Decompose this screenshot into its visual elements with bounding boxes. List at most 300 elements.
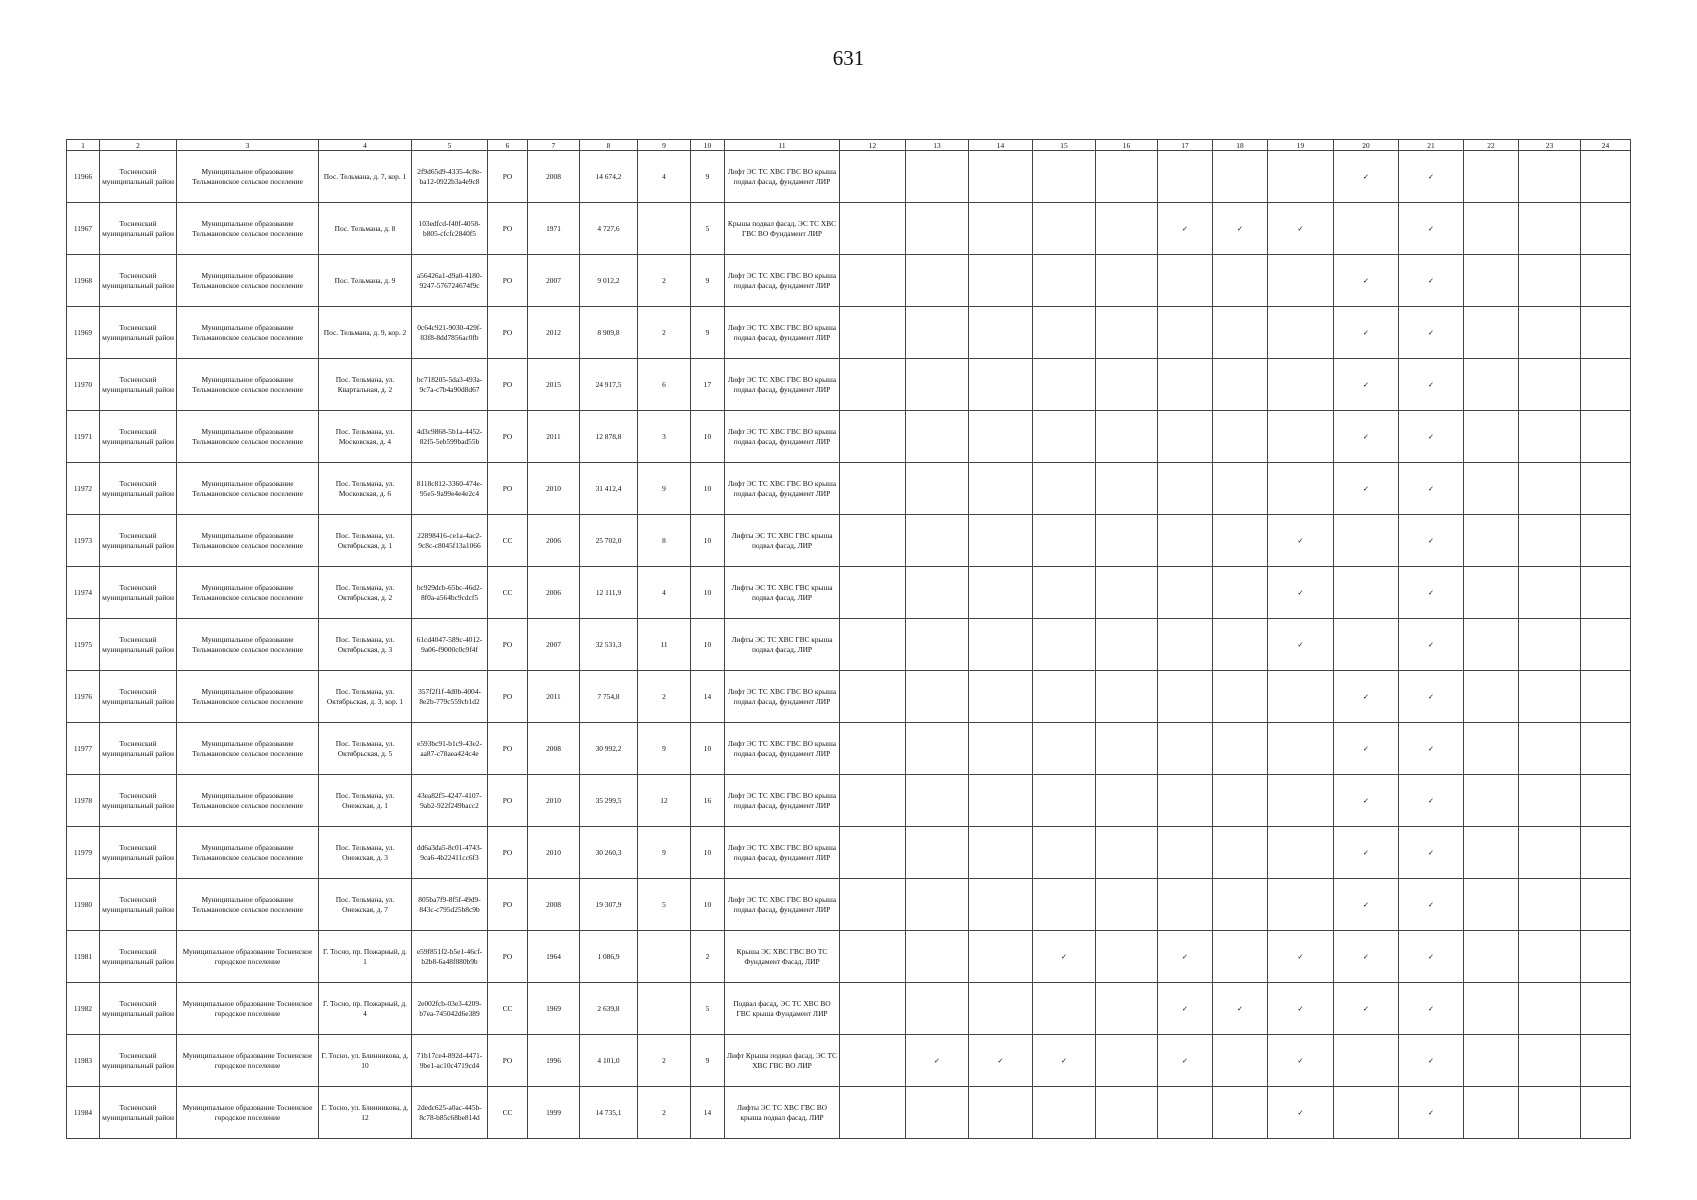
area-cell: 31 412,4 (580, 463, 638, 515)
empty-cell (1033, 1087, 1096, 1139)
empty-cell (1519, 671, 1581, 723)
ownership-cell: РО (488, 619, 528, 671)
ownership-cell: РО (488, 359, 528, 411)
guid-cell: 61cd4047-589c-4012-9a06-f9000c0c9f4f (412, 619, 488, 671)
empty-cell (1213, 307, 1268, 359)
column-number: 8 (580, 140, 638, 151)
works-list-cell: Лифт ЭС ТС ХВС ГВС ВО крыша подвал фасад, фундамент ЛИР (725, 827, 840, 879)
empty-cell (1268, 359, 1334, 411)
column-number: 9 (638, 140, 691, 151)
empty-cell (1581, 203, 1631, 255)
ownership-cell: РО (488, 411, 528, 463)
empty-cell (1581, 359, 1631, 411)
ownership-cell: РО (488, 255, 528, 307)
address-cell: Пос. Тельмана, ул. Квартальная, д. 2 (319, 359, 412, 411)
works-list-cell: Лифты ЭС ТС ХВС ГВС ВО крыша подвал фасад, ЛИР (725, 1087, 840, 1139)
address-cell: Пос. Тельмана, ул. Онежская, д. 1 (319, 775, 412, 827)
check-mark-icon: ✓ (1268, 619, 1334, 671)
table-row (67, 515, 1631, 567)
ownership-cell: СС (488, 567, 528, 619)
area-cell: 12 878,8 (580, 411, 638, 463)
empty-cell (1519, 359, 1581, 411)
check-mark-icon: ✓ (906, 1035, 969, 1087)
works-list-cell: Лифты ЭС ТС ХВС ГВС крыша подвал фасад, ЛИР (725, 567, 840, 619)
empty-cell (1464, 411, 1519, 463)
municipality-cell: Муниципальное образование Тельмановское сельское поселение (177, 619, 319, 671)
area-cell: 14 674,2 (580, 151, 638, 203)
empty-cell (1464, 619, 1519, 671)
year-cell: 2008 (528, 879, 580, 931)
area-cell: 19 307,9 (580, 879, 638, 931)
ownership-cell: РО (488, 671, 528, 723)
column-10-cell: 10 (691, 463, 725, 515)
empty-cell (1096, 203, 1158, 255)
empty-cell (1464, 879, 1519, 931)
year-cell: 2011 (528, 671, 580, 723)
empty-cell (906, 619, 969, 671)
check-mark-icon: ✓ (1334, 827, 1399, 879)
column-number: 23 (1519, 140, 1581, 151)
municipality-cell: Муниципальное образование Тосненское городское поселение (177, 931, 319, 983)
works-list-cell: Лифты ЭС ТС ХВС ГВС крыша подвал фасад, ЛИР (725, 619, 840, 671)
column-9-cell: 9 (638, 827, 691, 879)
check-mark-icon: ✓ (1334, 775, 1399, 827)
empty-cell (1033, 255, 1096, 307)
empty-cell (1519, 255, 1581, 307)
guid-cell: dd6a3da5-8c01-4743-9ca6-4b22411cc6f3 (412, 827, 488, 879)
column-10-cell: 9 (691, 307, 725, 359)
empty-cell (1268, 775, 1334, 827)
empty-cell (1334, 515, 1399, 567)
empty-cell (1096, 931, 1158, 983)
empty-cell (1096, 671, 1158, 723)
empty-cell (906, 463, 969, 515)
empty-cell (1158, 1087, 1213, 1139)
empty-cell (1096, 619, 1158, 671)
empty-cell (1213, 879, 1268, 931)
empty-cell (969, 723, 1033, 775)
district-cell: Тосненский муниципальный район (100, 567, 177, 619)
check-mark-icon: ✓ (1268, 1087, 1334, 1139)
check-mark-icon: ✓ (1334, 151, 1399, 203)
empty-cell (1096, 827, 1158, 879)
empty-cell (1268, 463, 1334, 515)
empty-cell (1158, 619, 1213, 671)
check-mark-icon: ✓ (1399, 775, 1464, 827)
column-10-cell: 10 (691, 827, 725, 879)
ownership-cell: СС (488, 1087, 528, 1139)
empty-cell (969, 515, 1033, 567)
check-mark-icon: ✓ (1213, 203, 1268, 255)
address-cell: Г. Тосно, пр. Пожарный, д. 4 (319, 983, 412, 1035)
column-number: 3 (177, 140, 319, 151)
empty-cell (1033, 151, 1096, 203)
empty-cell (1096, 879, 1158, 931)
column-number: 6 (488, 140, 528, 151)
table-row (67, 203, 1631, 255)
table-row (67, 775, 1631, 827)
address-cell: Пос. Тельмана, ул. Московская, д. 4 (319, 411, 412, 463)
district-cell: Тосненский муниципальный район (100, 463, 177, 515)
empty-cell (1096, 411, 1158, 463)
record-number: 11984 (67, 1087, 100, 1139)
address-cell: Пос. Тельмана, д. 9, кор. 2 (319, 307, 412, 359)
year-cell: 2010 (528, 775, 580, 827)
check-mark-icon: ✓ (1399, 619, 1464, 671)
column-9-cell: 4 (638, 151, 691, 203)
column-9-cell (638, 931, 691, 983)
empty-cell (906, 671, 969, 723)
empty-cell (1158, 775, 1213, 827)
municipality-cell: Муниципальное образование Тельмановское сельское поселение (177, 567, 319, 619)
district-cell: Тосненский муниципальный район (100, 827, 177, 879)
record-number: 11980 (67, 879, 100, 931)
column-number: 16 (1096, 140, 1158, 151)
empty-cell (906, 931, 969, 983)
column-9-cell (638, 203, 691, 255)
column-number: 22 (1464, 140, 1519, 151)
empty-cell (1519, 983, 1581, 1035)
empty-cell (1158, 515, 1213, 567)
municipality-cell: Муниципальное образование Тосненское городское поселение (177, 983, 319, 1035)
address-cell: Пос. Тельмана, д. 8 (319, 203, 412, 255)
record-number: 11967 (67, 203, 100, 255)
works-list-cell: Крыша ЭС ХВС ГВС ВО ТС Фундамент Фасад, ЛИР (725, 931, 840, 983)
check-mark-icon: ✓ (1033, 931, 1096, 983)
empty-cell (1519, 203, 1581, 255)
column-number: 11 (725, 140, 840, 151)
empty-cell (840, 411, 906, 463)
empty-cell (1334, 619, 1399, 671)
empty-cell (1268, 879, 1334, 931)
empty-cell (840, 879, 906, 931)
empty-cell (1268, 671, 1334, 723)
empty-cell (1213, 1087, 1268, 1139)
empty-cell (1213, 255, 1268, 307)
empty-cell (1213, 567, 1268, 619)
empty-cell (906, 255, 969, 307)
empty-cell (969, 567, 1033, 619)
empty-cell (1519, 931, 1581, 983)
guid-cell: a56426a1-d9a0-4180-9247-576724674f9c (412, 255, 488, 307)
guid-cell: 8118c812-3360-474e-95e5-9a99e4e4e2c4 (412, 463, 488, 515)
check-mark-icon: ✓ (1268, 515, 1334, 567)
empty-cell (1519, 151, 1581, 203)
empty-cell (1519, 879, 1581, 931)
empty-cell (1096, 1087, 1158, 1139)
check-mark-icon: ✓ (1399, 515, 1464, 567)
empty-cell (906, 203, 969, 255)
area-cell: 24 917,5 (580, 359, 638, 411)
empty-cell (1096, 515, 1158, 567)
empty-cell (1519, 463, 1581, 515)
check-mark-icon: ✓ (1399, 983, 1464, 1035)
municipality-cell: Муниципальное образование Тельмановское сельское поселение (177, 775, 319, 827)
empty-cell (1096, 723, 1158, 775)
guid-cell: 2dedc625-a0ac-445b-8c78-b85c68be814d (412, 1087, 488, 1139)
table-row (67, 983, 1631, 1035)
column-10-cell: 9 (691, 151, 725, 203)
empty-cell (1213, 1035, 1268, 1087)
year-cell: 1996 (528, 1035, 580, 1087)
ownership-cell: РО (488, 723, 528, 775)
check-mark-icon: ✓ (1399, 1087, 1464, 1139)
record-number: 11972 (67, 463, 100, 515)
empty-cell (969, 983, 1033, 1035)
empty-cell (840, 151, 906, 203)
column-9-cell: 4 (638, 567, 691, 619)
empty-cell (969, 151, 1033, 203)
check-mark-icon: ✓ (1334, 983, 1399, 1035)
address-cell: Пос. Тельмана, ул. Октябрьская, д. 2 (319, 567, 412, 619)
empty-cell (1033, 723, 1096, 775)
empty-cell (1519, 1087, 1581, 1139)
municipality-cell: Муниципальное образование Тельмановское сельское поселение (177, 411, 319, 463)
empty-cell (969, 411, 1033, 463)
area-cell: 25 702,0 (580, 515, 638, 567)
guid-cell: bc718205-5da3-493a-9c7a-c7b4a90d8d67 (412, 359, 488, 411)
district-cell: Тосненский муниципальный район (100, 775, 177, 827)
column-number: 15 (1033, 140, 1096, 151)
empty-cell (1581, 307, 1631, 359)
column-number: 20 (1334, 140, 1399, 151)
empty-cell (1158, 567, 1213, 619)
ownership-cell: РО (488, 463, 528, 515)
empty-cell (1033, 775, 1096, 827)
empty-cell (1581, 671, 1631, 723)
municipality-cell: Муниципальное образование Тосненское городское поселение (177, 1035, 319, 1087)
empty-cell (1158, 827, 1213, 879)
ownership-cell: РО (488, 203, 528, 255)
municipality-cell: Муниципальное образование Тельмановское сельское поселение (177, 879, 319, 931)
empty-cell (1096, 463, 1158, 515)
empty-cell (840, 827, 906, 879)
column-10-cell: 10 (691, 879, 725, 931)
record-number: 11977 (67, 723, 100, 775)
column-10-cell: 5 (691, 983, 725, 1035)
empty-cell (1581, 151, 1631, 203)
empty-cell (969, 619, 1033, 671)
table-row (67, 1035, 1631, 1087)
empty-cell (906, 567, 969, 619)
year-cell: 2006 (528, 515, 580, 567)
empty-cell (969, 255, 1033, 307)
works-list-cell: Лифт ЭС ТС ХВС ГВС ВО крыша подвал фасад, фундамент ЛИР (725, 255, 840, 307)
table-row (67, 307, 1631, 359)
address-cell: Г. Тосно, пр. Пожарный, д. 1 (319, 931, 412, 983)
table-row (67, 931, 1631, 983)
ownership-cell: РО (488, 775, 528, 827)
empty-cell (840, 1087, 906, 1139)
year-cell: 1969 (528, 983, 580, 1035)
district-cell: Тосненский муниципальный район (100, 983, 177, 1035)
check-mark-icon: ✓ (1399, 203, 1464, 255)
empty-cell (969, 1087, 1033, 1139)
empty-cell (840, 203, 906, 255)
empty-cell (840, 671, 906, 723)
empty-cell (1158, 151, 1213, 203)
empty-cell (1581, 411, 1631, 463)
works-list-cell: Лифт ЭС ТС ХВС ГВС ВО крыша подвал фасад, фундамент ЛИР (725, 723, 840, 775)
empty-cell (1096, 359, 1158, 411)
empty-cell (840, 255, 906, 307)
record-number: 11966 (67, 151, 100, 203)
check-mark-icon: ✓ (1399, 151, 1464, 203)
empty-cell (1581, 723, 1631, 775)
empty-cell (1519, 411, 1581, 463)
table-row (67, 151, 1631, 203)
column-10-cell: 14 (691, 671, 725, 723)
empty-cell (1033, 307, 1096, 359)
ownership-cell: РО (488, 1035, 528, 1087)
year-cell: 2011 (528, 411, 580, 463)
empty-cell (1158, 879, 1213, 931)
empty-cell (1096, 151, 1158, 203)
table-row (67, 619, 1631, 671)
check-mark-icon: ✓ (1334, 671, 1399, 723)
district-cell: Тосненский муниципальный район (100, 931, 177, 983)
address-cell: Пос. Тельмана, д. 9 (319, 255, 412, 307)
empty-cell (1464, 827, 1519, 879)
check-mark-icon: ✓ (1399, 255, 1464, 307)
guid-cell: 22898416-ce1a-4ac2-9c8c-c8045f13a1066 (412, 515, 488, 567)
column-number: 21 (1399, 140, 1464, 151)
works-list-cell: Лифт ЭС ТС ХВС ГВС ВО крыша подвал фасад, фундамент ЛИР (725, 775, 840, 827)
empty-cell (906, 827, 969, 879)
empty-cell (1334, 1035, 1399, 1087)
empty-cell (969, 359, 1033, 411)
column-10-cell: 10 (691, 515, 725, 567)
empty-cell (1213, 827, 1268, 879)
guid-cell: e593bc91-b1c9-43e2-aa87-c78aea424c4e (412, 723, 488, 775)
area-cell: 12 111,9 (580, 567, 638, 619)
guid-cell: 71b17ce4-892d-4471-9be1-ac10c4719cd4 (412, 1035, 488, 1087)
column-10-cell: 16 (691, 775, 725, 827)
empty-cell (1581, 1087, 1631, 1139)
empty-cell (1158, 671, 1213, 723)
district-cell: Тосненский муниципальный район (100, 515, 177, 567)
record-number: 11970 (67, 359, 100, 411)
empty-cell (1519, 775, 1581, 827)
empty-cell (1096, 1035, 1158, 1087)
empty-cell (840, 359, 906, 411)
check-mark-icon: ✓ (1268, 931, 1334, 983)
empty-cell (1158, 723, 1213, 775)
empty-cell (1213, 671, 1268, 723)
record-number: 11982 (67, 983, 100, 1035)
column-number: 7 (528, 140, 580, 151)
district-cell: Тосненский муниципальный район (100, 255, 177, 307)
empty-cell (1213, 151, 1268, 203)
empty-cell (1464, 983, 1519, 1035)
empty-cell (1213, 775, 1268, 827)
check-mark-icon: ✓ (1213, 983, 1268, 1035)
column-10-cell: 9 (691, 1035, 725, 1087)
column-number: 14 (969, 140, 1033, 151)
check-mark-icon: ✓ (1334, 931, 1399, 983)
guid-cell: 2f9d65d9-4335-4c8e-ba12-0922b3a4e9c8 (412, 151, 488, 203)
empty-cell (1033, 567, 1096, 619)
empty-cell (1581, 1035, 1631, 1087)
municipality-cell: Муниципальное образование Тельмановское сельское поселение (177, 463, 319, 515)
guid-cell: 2e002fcb-03e3-4209-b7ea-745042d6e389 (412, 983, 488, 1035)
record-number: 11973 (67, 515, 100, 567)
column-10-cell: 9 (691, 255, 725, 307)
year-cell: 2012 (528, 307, 580, 359)
year-cell: 1999 (528, 1087, 580, 1139)
empty-cell (1033, 879, 1096, 931)
empty-cell (1096, 567, 1158, 619)
empty-cell (840, 1035, 906, 1087)
record-number: 11975 (67, 619, 100, 671)
record-number: 11978 (67, 775, 100, 827)
guid-cell: 357f2f1f-4d0b-4004-8e2b-779c559cb1d2 (412, 671, 488, 723)
area-cell: 30 992,2 (580, 723, 638, 775)
empty-cell (969, 203, 1033, 255)
empty-cell (1464, 775, 1519, 827)
column-9-cell: 2 (638, 1035, 691, 1087)
address-cell: Пос. Тельмана, ул. Октябрьская, д. 3 (319, 619, 412, 671)
empty-cell (1464, 203, 1519, 255)
empty-cell (1464, 463, 1519, 515)
guid-cell: 43ea82f5-4247-4107-9ab2-922f249bacc2 (412, 775, 488, 827)
address-cell: Пос. Тельмана, ул. Онежская, д. 7 (319, 879, 412, 931)
area-cell: 32 531,3 (580, 619, 638, 671)
empty-cell (906, 983, 969, 1035)
area-cell: 30 260,3 (580, 827, 638, 879)
empty-cell (1268, 723, 1334, 775)
municipality-cell: Муниципальное образование Тельмановское сельское поселение (177, 307, 319, 359)
empty-cell (969, 463, 1033, 515)
address-cell: Пос. Тельмана, ул. Московская, д. 6 (319, 463, 412, 515)
column-number: 24 (1581, 140, 1631, 151)
guid-cell: e59f851f2-b5e1-46cf-b2b8-6a48f880b9b (412, 931, 488, 983)
empty-cell (906, 723, 969, 775)
empty-cell (1519, 827, 1581, 879)
check-mark-icon: ✓ (969, 1035, 1033, 1087)
empty-cell (1158, 307, 1213, 359)
check-mark-icon: ✓ (1334, 359, 1399, 411)
empty-cell (1581, 879, 1631, 931)
record-number: 11979 (67, 827, 100, 879)
empty-cell (1033, 671, 1096, 723)
empty-cell (1158, 411, 1213, 463)
column-9-cell: 2 (638, 1087, 691, 1139)
table-row (67, 411, 1631, 463)
empty-cell (1581, 983, 1631, 1035)
address-cell: Г. Тосно, ул. Блинникова, д. 12 (319, 1087, 412, 1139)
empty-cell (1213, 411, 1268, 463)
column-10-cell: 17 (691, 359, 725, 411)
empty-cell (840, 983, 906, 1035)
empty-cell (840, 463, 906, 515)
check-mark-icon: ✓ (1334, 723, 1399, 775)
works-list-cell: Лифты ЭС ТС ХВС ГВС крыша подвал фасад, ЛИР (725, 515, 840, 567)
empty-cell (1519, 723, 1581, 775)
empty-cell (1464, 931, 1519, 983)
guid-cell: 103edfcd-f40f-4058-b805-cfcfc2840f5 (412, 203, 488, 255)
empty-cell (1464, 1035, 1519, 1087)
empty-cell (1268, 827, 1334, 879)
empty-cell (1033, 619, 1096, 671)
empty-cell (1213, 463, 1268, 515)
works-list-cell: Лифт ЭС ТС ХВС ГВС ВО крыша подвал фасад, фундамент ЛИР (725, 463, 840, 515)
empty-cell (906, 359, 969, 411)
year-cell: 2015 (528, 359, 580, 411)
record-number: 11976 (67, 671, 100, 723)
year-cell: 2010 (528, 463, 580, 515)
empty-cell (1464, 671, 1519, 723)
